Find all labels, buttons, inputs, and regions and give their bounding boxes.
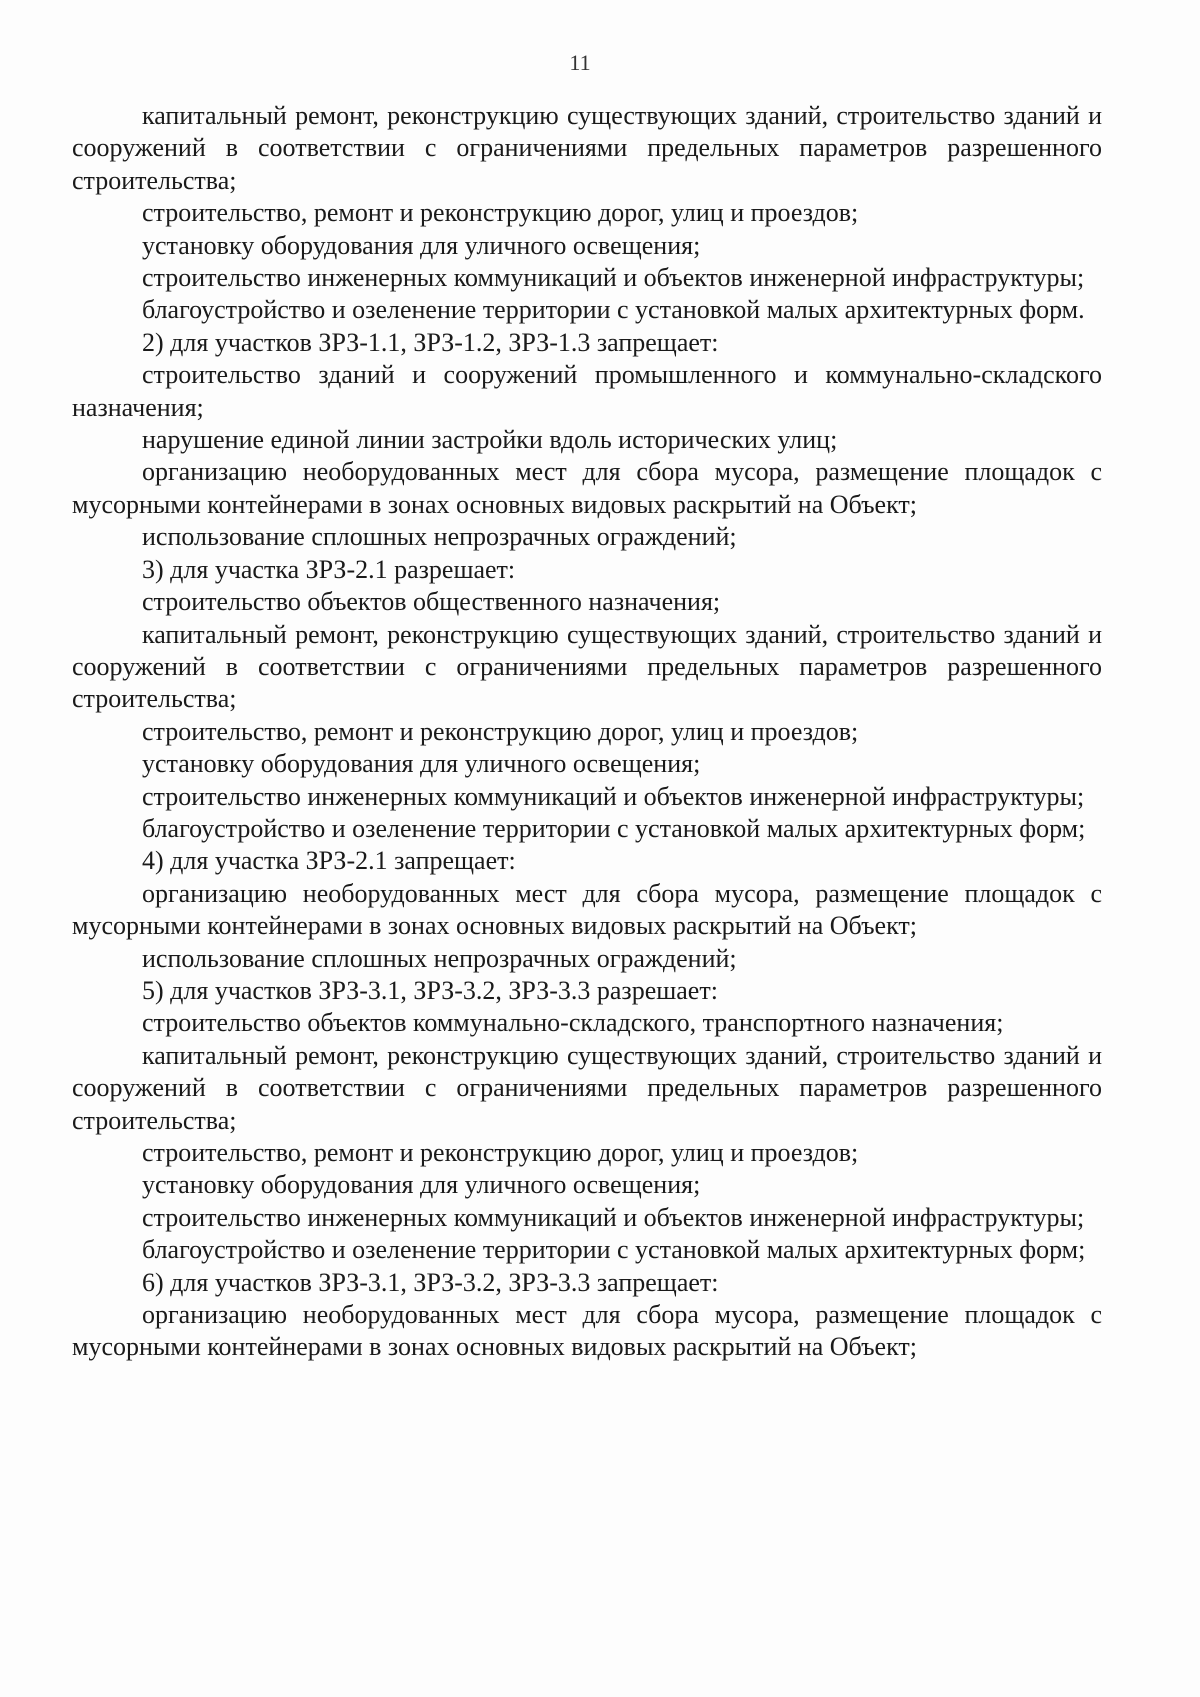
paragraph: строительство, ремонт и реконструкцию дорог, улиц и проездов; [142,716,859,746]
paragraph: использование сплошных непрозрачных ограждений; [142,943,737,973]
paragraph: капитальный ремонт, реконструкцию существующих зданий, строительство зданий и сооружений в соответствии с ограничениями предельных параметров разрешенного строительства; [72,101,1102,195]
paragraph: строительство инженерных коммуникаций и объектов инженерной инфраструктуры; [142,781,1085,811]
paragraph: благоустройство и озеленение территории с установкой малых архитектурных форм; [142,813,1086,843]
list-item-heading: 3) для участка ЗРЗ-2.1 разрешает: [142,554,516,584]
paragraph: строительство объектов коммунально-складского, транспортного назначения; [142,1008,1004,1038]
paragraph: организацию необорудованных мест для сбора мусора, размещение площадок с мусорными контейнерами в зонах основных видовых раскрытий на Объект; [72,457,1102,519]
document-body [72,100,1102,1364]
paragraph: установку оборудования для уличного освещения; [142,749,701,779]
paragraph: строительство, ремонт и реконструкцию дорог, улиц и проездов; [142,1138,859,1167]
paragraph: строительство, ремонт и реконструкцию дорог, улиц и проездов; [142,198,859,228]
paragraph: организацию необорудованных мест для сбора мусора, размещение площадок с мусорными контейнерами в зонах основных видовых раскрытий на Объект; [72,1300,1102,1362]
list-item-heading: 6) для участков ЗРЗ-3.1, ЗРЗ-3.2, ЗРЗ-3.3 запрещает: [142,1267,719,1297]
paragraph: строительство зданий и сооружений промышленного и коммунально-складского назначения; [72,360,1102,422]
list-item-heading: 4) для участка ЗРЗ-2.1 запрещает: [142,846,516,876]
paragraph: строительство инженерных коммуникаций и объектов инженерной инфраструктуры; [142,1202,1085,1232]
paragraph: организацию необорудованных мест для сбора мусора, размещение площадок с мусорными контейнерами в зонах основных видовых раскрытий на Объект; [72,878,1102,941]
paragraph: благоустройство и озеленение территории с установкой малых архитектурных форм; [142,1235,1086,1265]
list-item-heading: 2) для участков ЗРЗ-1.1, ЗРЗ-1.2, ЗРЗ-1.3 запрещает: [142,327,719,357]
paragraph: использование сплошных непрозрачных ограждений; [142,522,737,552]
paragraph: установку оборудования для уличного освещения; [142,1170,701,1200]
paragraph: капитальный ремонт, реконструкцию существующих зданий, строительство зданий и сооружений в соответствии с ограничениями предельных параметров разрешенного строительства; [72,619,1102,714]
page-number: 11 [569,50,591,75]
paragraph: капитальный ремонт, реконструкцию существующих зданий, строительство зданий и сооружений в соответствии с ограничениями предельных параметров разрешенного строительства; [72,1040,1102,1135]
list-item-heading: 5) для участков ЗРЗ-3.1, ЗРЗ-3.2, ЗРЗ-3.3 разрешает: [142,975,718,1005]
paragraph: строительство объектов общественного назначения; [142,587,721,617]
paragraph: нарушение единой линии застройки вдоль исторических улиц; [142,425,838,455]
paragraph: строительство инженерных коммуникаций и объектов инженерной инфраструктуры; [142,263,1085,293]
paragraph: благоустройство и озеленение территории с установкой малых архитектурных форм. [142,295,1085,325]
paragraph: установку оборудования для уличного освещения; [142,230,701,260]
